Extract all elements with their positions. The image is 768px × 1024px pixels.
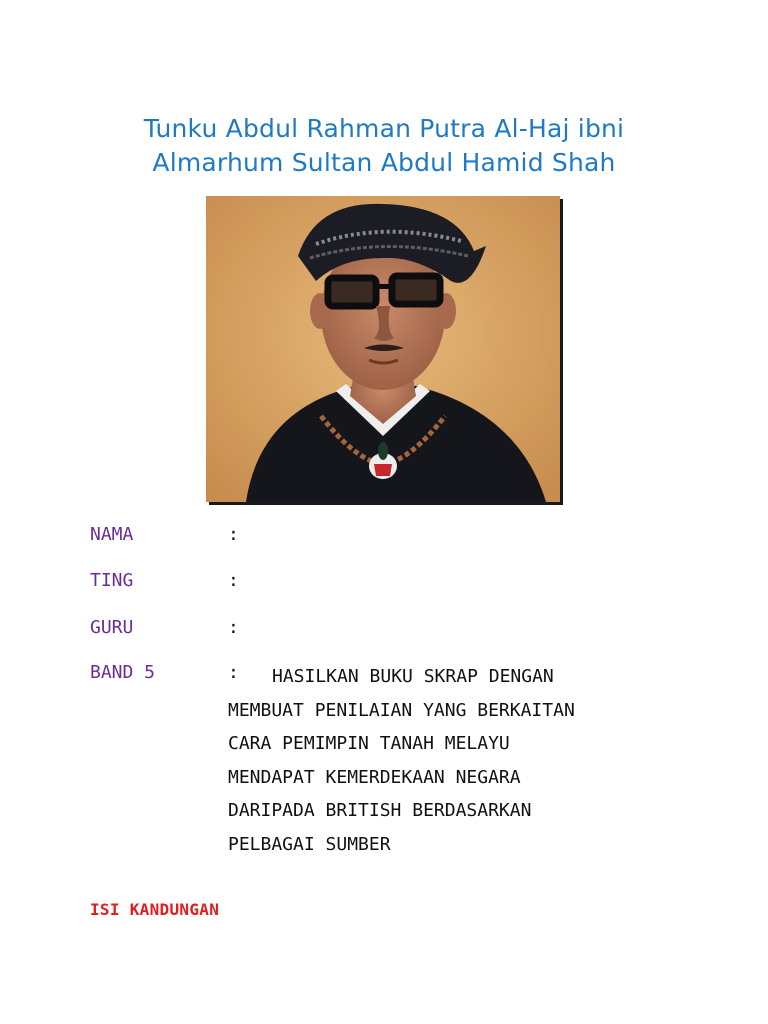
- band-line: CARA PEMIMPIN TANAH MELAYU: [228, 733, 510, 754]
- band-line: DARIPADA BRITISH BERDASARKAN: [228, 800, 532, 821]
- field-label: TING: [90, 570, 134, 591]
- section-heading: ISI KANDUNGAN: [90, 900, 220, 919]
- field-label: NAMA: [90, 524, 134, 545]
- title-line-2: Almarhum Sultan Abdul Hamid Shah: [152, 148, 616, 177]
- band-line: MENDAPAT KEMERDEKAAN NEGARA: [228, 766, 521, 788]
- field-colon: :: [228, 570, 239, 591]
- band-line: HASILKAN BUKU SKRAP DENGAN: [272, 666, 554, 687]
- field-label: BAND 5: [90, 662, 156, 683]
- band-line: PELBAGAI SUMBER: [228, 833, 391, 855]
- title-line-1: Tunku Abdul Rahman Putra Al-Haj ibni: [143, 114, 625, 143]
- field-label: GURU: [90, 617, 134, 638]
- field-colon: :: [228, 662, 239, 683]
- band-line: MEMBUAT PENILAIAN YANG BERKAITAN: [228, 699, 575, 721]
- field-colon: :: [228, 524, 239, 545]
- portrait-photo: [206, 196, 560, 502]
- field-colon: :: [228, 617, 239, 638]
- document-title: [0, 112, 768, 180]
- band-description: [228, 660, 575, 861]
